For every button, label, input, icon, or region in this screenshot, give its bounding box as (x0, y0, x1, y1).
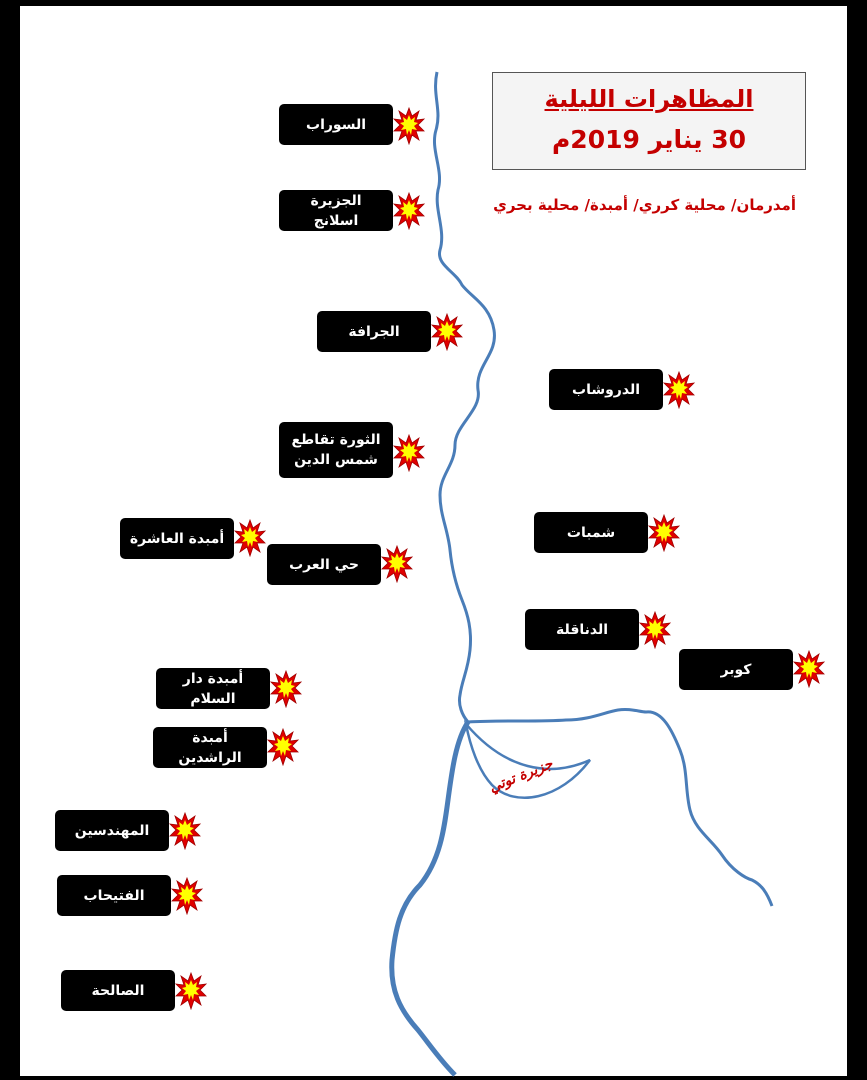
location-label-umbada-ashra: أمبدة العاشرة (120, 518, 234, 559)
explosion-icon (639, 611, 671, 649)
blue-nile-river (468, 709, 772, 906)
location-label-jerafa: الجرافة (317, 311, 431, 352)
location-label-umbada-rashdeen: أمبدة الراشدين (153, 727, 267, 768)
location-label-salha: الصالحة (61, 970, 175, 1011)
explosion-icon (393, 107, 425, 145)
explosion-icon (171, 877, 203, 915)
map-subtitle: أمدرمان/ محلية كرري/ أمبدة/ محلية بحري (493, 196, 796, 214)
explosion-icon (169, 812, 201, 850)
location-label-muhandiseen: المهندسين (55, 810, 169, 851)
explosion-icon (793, 650, 825, 688)
explosion-icon (648, 514, 680, 552)
location-label-jazeera-aslang: الجزيرة اسلانج (279, 190, 393, 231)
explosion-icon (175, 972, 207, 1010)
explosion-icon (663, 371, 695, 409)
map-title: المظاهرات الليلية (544, 85, 754, 113)
location-label-sorourab: السوراب (279, 104, 393, 145)
location-label-droshab: الدروشاب (549, 369, 663, 410)
location-label-fetihab: الفتيحاب (57, 875, 171, 916)
main-nile-lower (392, 722, 468, 1075)
explosion-icon (270, 670, 302, 708)
tuti-island-label: جزيرة توتي (486, 756, 556, 796)
nile-river (434, 72, 494, 722)
location-label-danagla: الدناقلة (525, 609, 639, 650)
explosion-icon (393, 434, 425, 472)
location-label-umbada-dar-elsalam: أمبدة دار السلام (156, 668, 270, 709)
explosion-icon (431, 313, 463, 351)
title-box (492, 72, 806, 170)
location-label-kober: كوبر (679, 649, 793, 690)
location-label-hay-alarab: حي العرب (267, 544, 381, 585)
explosion-icon (234, 519, 266, 557)
explosion-icon (267, 728, 299, 766)
explosion-icon (393, 192, 425, 230)
location-label-shambat: شمبات (534, 512, 648, 553)
map-date: 30 يناير 2019م (551, 125, 747, 154)
location-label-thawra: الثورة تقاطع شمس الدين (279, 422, 393, 478)
explosion-icon (381, 545, 413, 583)
